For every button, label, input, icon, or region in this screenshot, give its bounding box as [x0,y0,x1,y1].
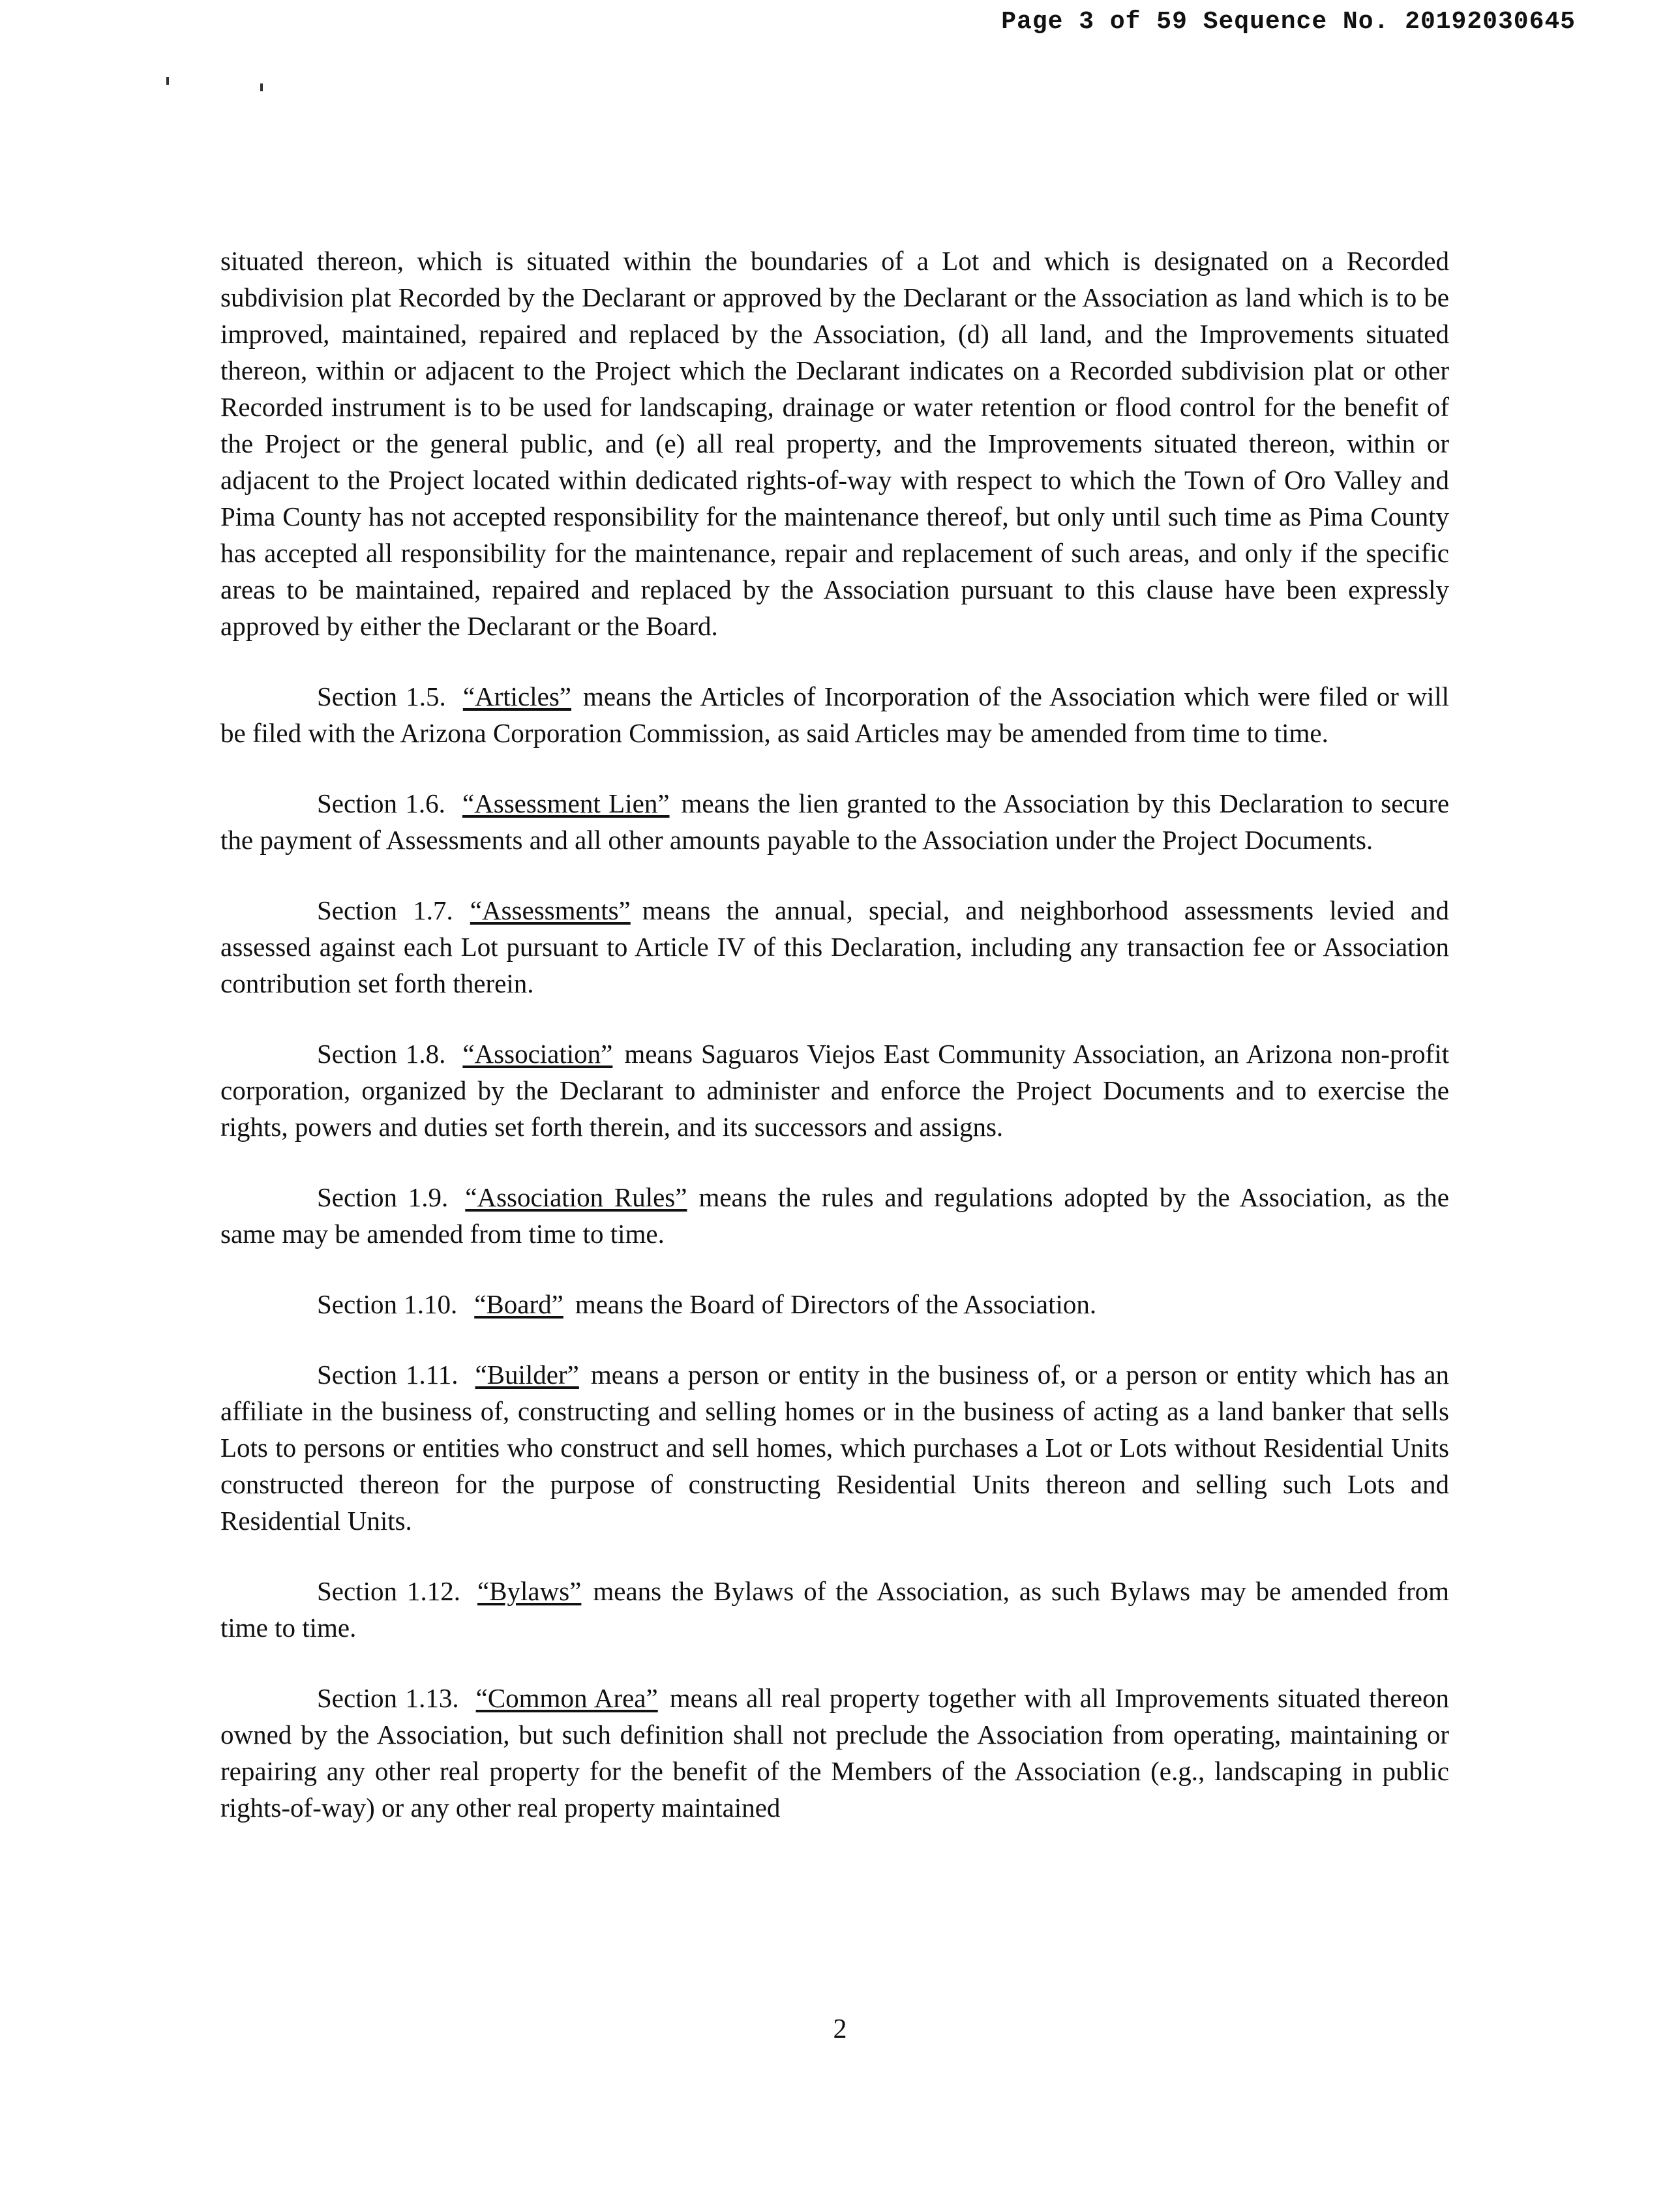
section-1-6 [220,785,1449,858]
page-number: 2 [833,2014,847,2044]
section-1-12 [220,1573,1449,1646]
section-1-7 [220,892,1449,1002]
section-label: Section 1.12. [317,1576,460,1606]
section-label: Section 1.6. [317,788,445,818]
defined-term: “Articles” [462,681,571,711]
scan-speck [166,77,169,85]
section-text: means the Articles of Incorporation of the Association which were filed or will be filed with the Arizona Corporation Commission, as said Articles may be amended from time to time. [220,681,1450,748]
defined-term: “Assessment Lien” [462,788,670,818]
section-text: means Saguaros Viejos East Community Association, an Arizona non-profit corporation, organized by the Declarant to administer and enforce the Project Documents and to exercise the rights, powers and duties set forth therein, and its successors and assigns. [220,1039,1449,1142]
page-header: Page 3 of 59 Sequence No. 20192030645 [1001,8,1576,36]
defined-term: “Bylaws” [477,1576,582,1606]
section-1-13 [220,1680,1449,1826]
defined-term: “Association Rules” [465,1182,687,1212]
defined-term: “Common Area” [475,1683,658,1713]
defined-term: “Board” [474,1289,563,1319]
section-label: Section 1.13. [317,1683,459,1713]
section-1-8 [220,1036,1449,1145]
section-label: Section 1.7. [317,895,453,925]
section-text: means the Bylaws of the Association, as such Bylaws may be amended from time to time. [220,1576,1449,1643]
section-1-10 [220,1286,1449,1322]
section-1-11 [220,1356,1449,1539]
section-label: Section 1.11. [317,1360,458,1390]
section-label: Section 1.9. [317,1182,449,1212]
section-text: means the lien granted to the Association by this Declaration to secure the payment of Assessments and all other amounts payable to the Association under the Project Documents. [220,788,1450,855]
section-text: means the annual, special, and neighborhood assessments levied and assessed against each Lot pursuant to Article IV of this Declaration, including any transaction fee or Association contribution set forth therein. [220,895,1450,998]
defined-term: “Builder” [475,1360,579,1390]
defined-term: “Assessments” [470,895,631,925]
defined-term: “Association” [462,1039,613,1069]
section-text: means the rules and regulations adopted by the Association, as the same may be amended from time to time. [220,1182,1449,1249]
section-label: Section 1.10. [317,1289,458,1319]
section-label: Section 1.8. [317,1039,446,1069]
section-1-5 [220,678,1449,751]
intro-paragraph: situated thereon, which is situated within the boundaries of a Lot and which is designated on a Recorded subdivision plat Recorded by the Declarant or approved by the Declarant or the Association as land which is to be improved, maintained, repaired and replaced by the Association, (d) all land, and the Improvements situated thereon, within or adjacent to the Project which the Declarant indicates on a Recorded subdivision plat or other Recorded instrument is to be used for landscaping, drainage or water retention or flood control for the benefit of the Project or the general public, and (e) all real property, and the Improvements situated thereon, within or adjacent to the Project located within dedicated rights-of-way with respect to which the Town of Oro Valley and Pima County has not accepted responsibility for the maintenance thereof, but only until such time as Pima County has accepted all responsibility for the maintenance, repair and replacement of such areas, and only if the specific areas to be maintained, repaired and replaced by the Association pursuant to this clause have been expressly approved by either the Declarant or the Board. [220,246,1449,641]
document-body [220,243,1449,1860]
section-text: means all real property together with all Improvements situated thereon owned by the Association, but such definition shall not preclude the Association from operating, maintaining or repairing any other real property for the benefit of the Members of the Association (e.g., landscaping in public rights-of-way) or any other real property maintained [220,1683,1449,1823]
scan-speck [260,83,263,91]
section-1-9 [220,1179,1449,1252]
section-text: means a person or entity in the business of, or a person or entity which has an affiliate in the business of, constructing and selling homes or in the business of acting as a land banker that sells Lots to persons or entities who construct and sell homes, which purchases a Lot or Lots without Residential Units constructed thereon for the purpose of constructing Residential Units thereon and selling such Lots and Residential Units. [220,1360,1449,1536]
section-label: Section 1.5. [317,681,446,711]
section-text: means the Board of Directors of the Association. [575,1289,1097,1319]
